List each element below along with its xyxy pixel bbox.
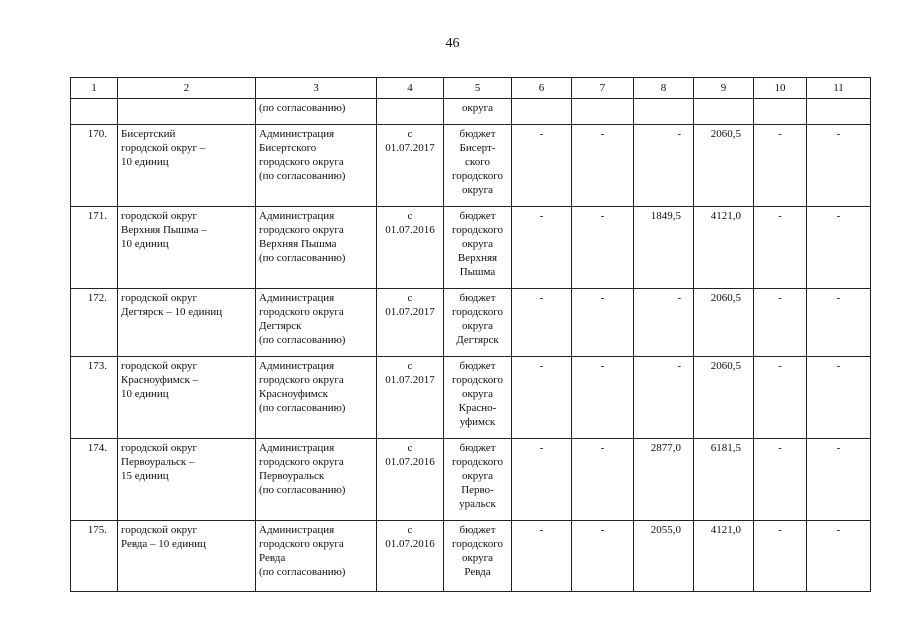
date-cell: с 01.07.2016 — [377, 207, 444, 289]
value-cell-8: - — [634, 125, 694, 207]
value-cell-6: - — [512, 289, 572, 357]
cell — [694, 99, 754, 125]
date-cell: с 01.07.2017 — [377, 289, 444, 357]
executor-cell: Администрация городского округа Дегтярск (по согласованию) — [256, 289, 377, 357]
value-cell-10: - — [754, 357, 807, 439]
header-cell: 5 — [444, 78, 512, 99]
value-cell-7: - — [572, 207, 634, 289]
executor-cell: Администрация городского округа Ревда (по согласованию) — [256, 521, 377, 592]
header-cell: 6 — [512, 78, 572, 99]
funding-source-cell: бюджет Бисерт- ского городского округа — [444, 125, 512, 207]
value-cell-7: - — [572, 289, 634, 357]
header-cell: 11 — [807, 78, 871, 99]
value-cell-10: - — [754, 521, 807, 592]
value-cell-6: - — [512, 207, 572, 289]
cell — [377, 99, 444, 125]
row-number: 170. — [71, 125, 118, 207]
cell — [71, 99, 118, 125]
value-cell-9: 4121,0 — [694, 207, 754, 289]
value-cell-8: 2877,0 — [634, 439, 694, 521]
cell — [807, 99, 871, 125]
date-cell: с 01.07.2017 — [377, 125, 444, 207]
value-cell-9: 2060,5 — [694, 125, 754, 207]
date-cell: с 01.07.2016 — [377, 521, 444, 592]
header-cell: 9 — [694, 78, 754, 99]
row-number: 174. — [71, 439, 118, 521]
budget-table — [70, 77, 871, 592]
header-cell: 7 — [572, 78, 634, 99]
value-cell-9: 6181,5 — [694, 439, 754, 521]
header-row — [71, 78, 871, 99]
page-number: 46 — [445, 36, 460, 51]
cell — [512, 99, 572, 125]
funding-source-cell: бюджет городского округа Ревда — [444, 521, 512, 592]
value-cell-11: - — [807, 125, 871, 207]
table-row — [71, 125, 871, 207]
header-cell: 10 — [754, 78, 807, 99]
value-cell-7: - — [572, 357, 634, 439]
entity-cell: Бисертский городской округ – 10 единиц — [118, 125, 256, 207]
date-cell: с 01.07.2017 — [377, 357, 444, 439]
cell: (по согласованию) — [256, 99, 377, 125]
value-cell-8: 2055,0 — [634, 521, 694, 592]
cell — [118, 99, 256, 125]
table-row — [71, 521, 871, 592]
row-number: 171. — [71, 207, 118, 289]
cell — [754, 99, 807, 125]
header-cell: 2 — [118, 78, 256, 99]
value-cell-9: 2060,5 — [694, 289, 754, 357]
table-row — [71, 207, 871, 289]
value-cell-10: - — [754, 125, 807, 207]
executor-cell: Администрация городского округа Верхняя Пышма (по согласованию) — [256, 207, 377, 289]
row-number: 175. — [71, 521, 118, 592]
header-cell: 4 — [377, 78, 444, 99]
entity-cell: городской округ Первоуральск – 15 единиц — [118, 439, 256, 521]
entity-cell: городской округ Дегтярск – 10 единиц — [118, 289, 256, 357]
executor-cell: Администрация Бисертского городского округа (по согласованию) — [256, 125, 377, 207]
entity-cell: городской округ Красноуфимск – 10 единиц — [118, 357, 256, 439]
value-cell-11: - — [807, 439, 871, 521]
cell: округа — [444, 99, 512, 125]
entity-cell: городской округ Верхняя Пышма – 10 единиц — [118, 207, 256, 289]
header-cell: 3 — [256, 78, 377, 99]
funding-source-cell: бюджет городского округа Перво- уральск — [444, 439, 512, 521]
value-cell-11: - — [807, 521, 871, 592]
value-cell-6: - — [512, 439, 572, 521]
row-number: 173. — [71, 357, 118, 439]
value-cell-11: - — [807, 289, 871, 357]
continuation-row — [71, 99, 871, 125]
value-cell-8: - — [634, 289, 694, 357]
table-row — [71, 357, 871, 439]
funding-source-cell: бюджет городского округа Дегтярск — [444, 289, 512, 357]
value-cell-9: 2060,5 — [694, 357, 754, 439]
executor-cell: Администрация городского округа Красноуфимск (по согласованию) — [256, 357, 377, 439]
funding-source-cell: бюджет городского округа Верхняя Пышма — [444, 207, 512, 289]
value-cell-7: - — [572, 521, 634, 592]
value-cell-7: - — [572, 125, 634, 207]
table-row — [71, 439, 871, 521]
value-cell-6: - — [512, 357, 572, 439]
executor-cell: Администрация городского округа Первоуральск (по согласованию) — [256, 439, 377, 521]
date-cell: с 01.07.2016 — [377, 439, 444, 521]
row-number: 172. — [71, 289, 118, 357]
cell — [572, 99, 634, 125]
value-cell-10: - — [754, 439, 807, 521]
value-cell-8: 1849,5 — [634, 207, 694, 289]
header-cell: 1 — [71, 78, 118, 99]
value-cell-10: - — [754, 289, 807, 357]
header-cell: 8 — [634, 78, 694, 99]
entity-cell: городской округ Ревда – 10 единиц — [118, 521, 256, 592]
value-cell-11: - — [807, 357, 871, 439]
funding-source-cell: бюджет городского округа Красно- уфимск — [444, 357, 512, 439]
cell — [634, 99, 694, 125]
value-cell-9: 4121,0 — [694, 521, 754, 592]
value-cell-11: - — [807, 207, 871, 289]
value-cell-6: - — [512, 521, 572, 592]
value-cell-10: - — [754, 207, 807, 289]
value-cell-7: - — [572, 439, 634, 521]
table-row — [71, 289, 871, 357]
value-cell-6: - — [512, 125, 572, 207]
value-cell-8: - — [634, 357, 694, 439]
